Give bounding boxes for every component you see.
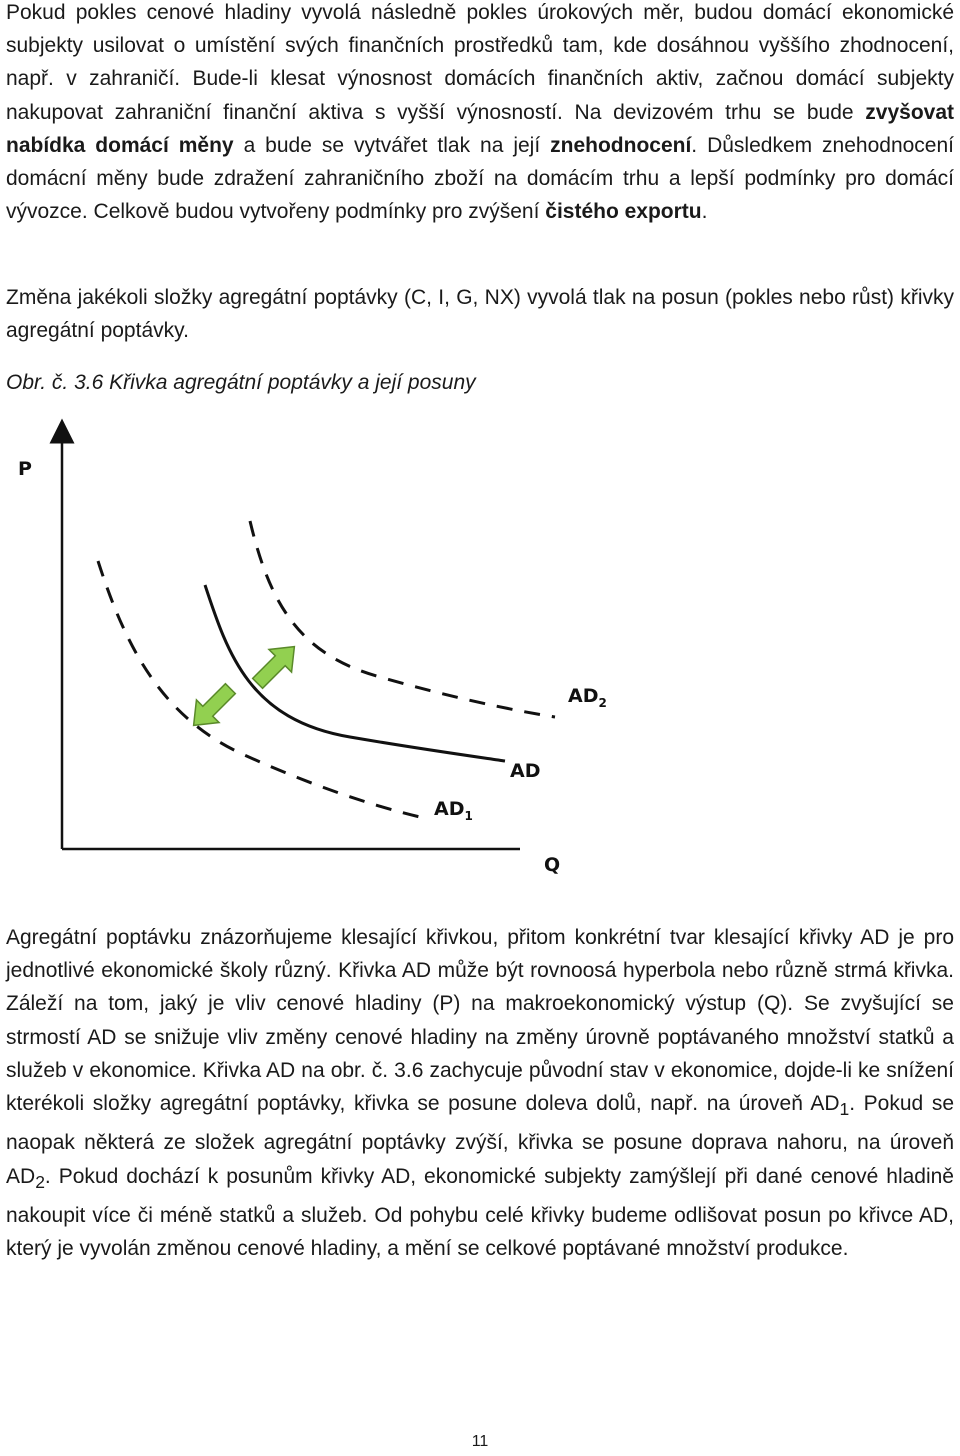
ad2-label: $AD_2$	[568, 685, 607, 710]
figure-caption: Obr. č. 3.6 Křivka agregátní poptávky a její posuny	[6, 371, 476, 394]
paragraph-text: a bude se vytvářet tlak na její	[233, 133, 551, 157]
paragraph-exchange-rate	[6, 0, 954, 228]
ad-curve	[205, 585, 505, 761]
y-axis-label: P	[18, 458, 32, 480]
ad-curve-figure	[0, 415, 960, 895]
bold-phrase: čistého exportu	[545, 200, 702, 224]
ad1-label: $AD_1$	[434, 798, 473, 823]
bold-phrase: znehodnocení	[550, 133, 692, 157]
paragraph-ad-explanation	[6, 921, 954, 1265]
paragraph-text: .	[701, 200, 708, 224]
paragraph-text: . Důsledkem znehodnocení domácní měny bude zdražení zahraničního zboží na domácím trhu a lepší podmínky pro domácí vývozce. Celkově budou vytvořeny podmínky pro zvýšení	[6, 133, 954, 224]
shift-arrow-down-left-icon	[182, 677, 241, 736]
bold-phrase: zvyšovat nabídka domácí měny	[6, 100, 954, 157]
paragraph-text: Agregátní poptávku znázorňujeme klesající křivkou, přitom konkrétní tvar klesající křivky AD je pro jednotlivé ekonomické školy různý. Křivka AD může být rovnoosá hyperbola nebo různě strmá křivka. Záleží na tom, jaký je vliv cenové hladiny (P) na makroekonomický výstup (Q). Se zvyšující se strmostí AD se snižuje vliv změny cenové hladiny na změny úrovně poptávaného množství statků a služeb v ekonomice. Křivka AD na obr. č. 3.6 zachycuje původní stav v ekonomice, dojde-li ke snížení kterékoli složky agregátní poptávky, křivka se posune doleva dolů, např. na úroveň AD	[6, 926, 954, 1116]
paragraph-text: Pokud pokles cenové hladiny vyvolá následně pokles úrokových měr, budou domácí ekonomické subjekty usilovat o umístění svých finančních prostředků tam, kde dosáhnou vyššího zhodnocení, např. v zahraničí. Bude-li klesat výnosnost domácích finančních aktiv, začnou domácí subjekty nakupovat zahraniční finanční aktiva s vyšší výnosností. Na devizovém trhu se bude	[6, 1, 954, 124]
subscript: 2	[35, 1171, 45, 1192]
shift-arrow-up-right-icon	[246, 635, 305, 694]
ad1-curve	[98, 561, 420, 817]
x-axis-label: Q	[544, 854, 561, 876]
ad-label: AD	[510, 760, 541, 782]
paragraph-text: . Pokud dochází k posunům křivky AD, ekonomické subjekty zamýšlejí při dané cenové hladině nakoupit více či méně statků a služeb. Od pohybu celé křivky budeme odlišovat posun po křivce AD, který je vyvolán změnou cenové hladiny, a mění se celkové poptávané množství produkce.	[6, 1164, 954, 1261]
paragraph-components: Změna jakékoli složky agregátní poptávky (C, I, G, NX) vyvolá tlak na posun (pokles nebo růst) křivky agregátní poptávky.	[6, 286, 954, 343]
ad2-curve	[250, 521, 555, 717]
ad-diagram	[0, 415, 960, 895]
subscript: 1	[839, 1099, 850, 1120]
page-number: 11	[471, 1433, 489, 1450]
paragraph-text: . Pokud se naopak některá ze složek agregátní poptávky zvýší, křivka se posune doprava nahoru, na úroveň AD	[6, 1092, 954, 1188]
